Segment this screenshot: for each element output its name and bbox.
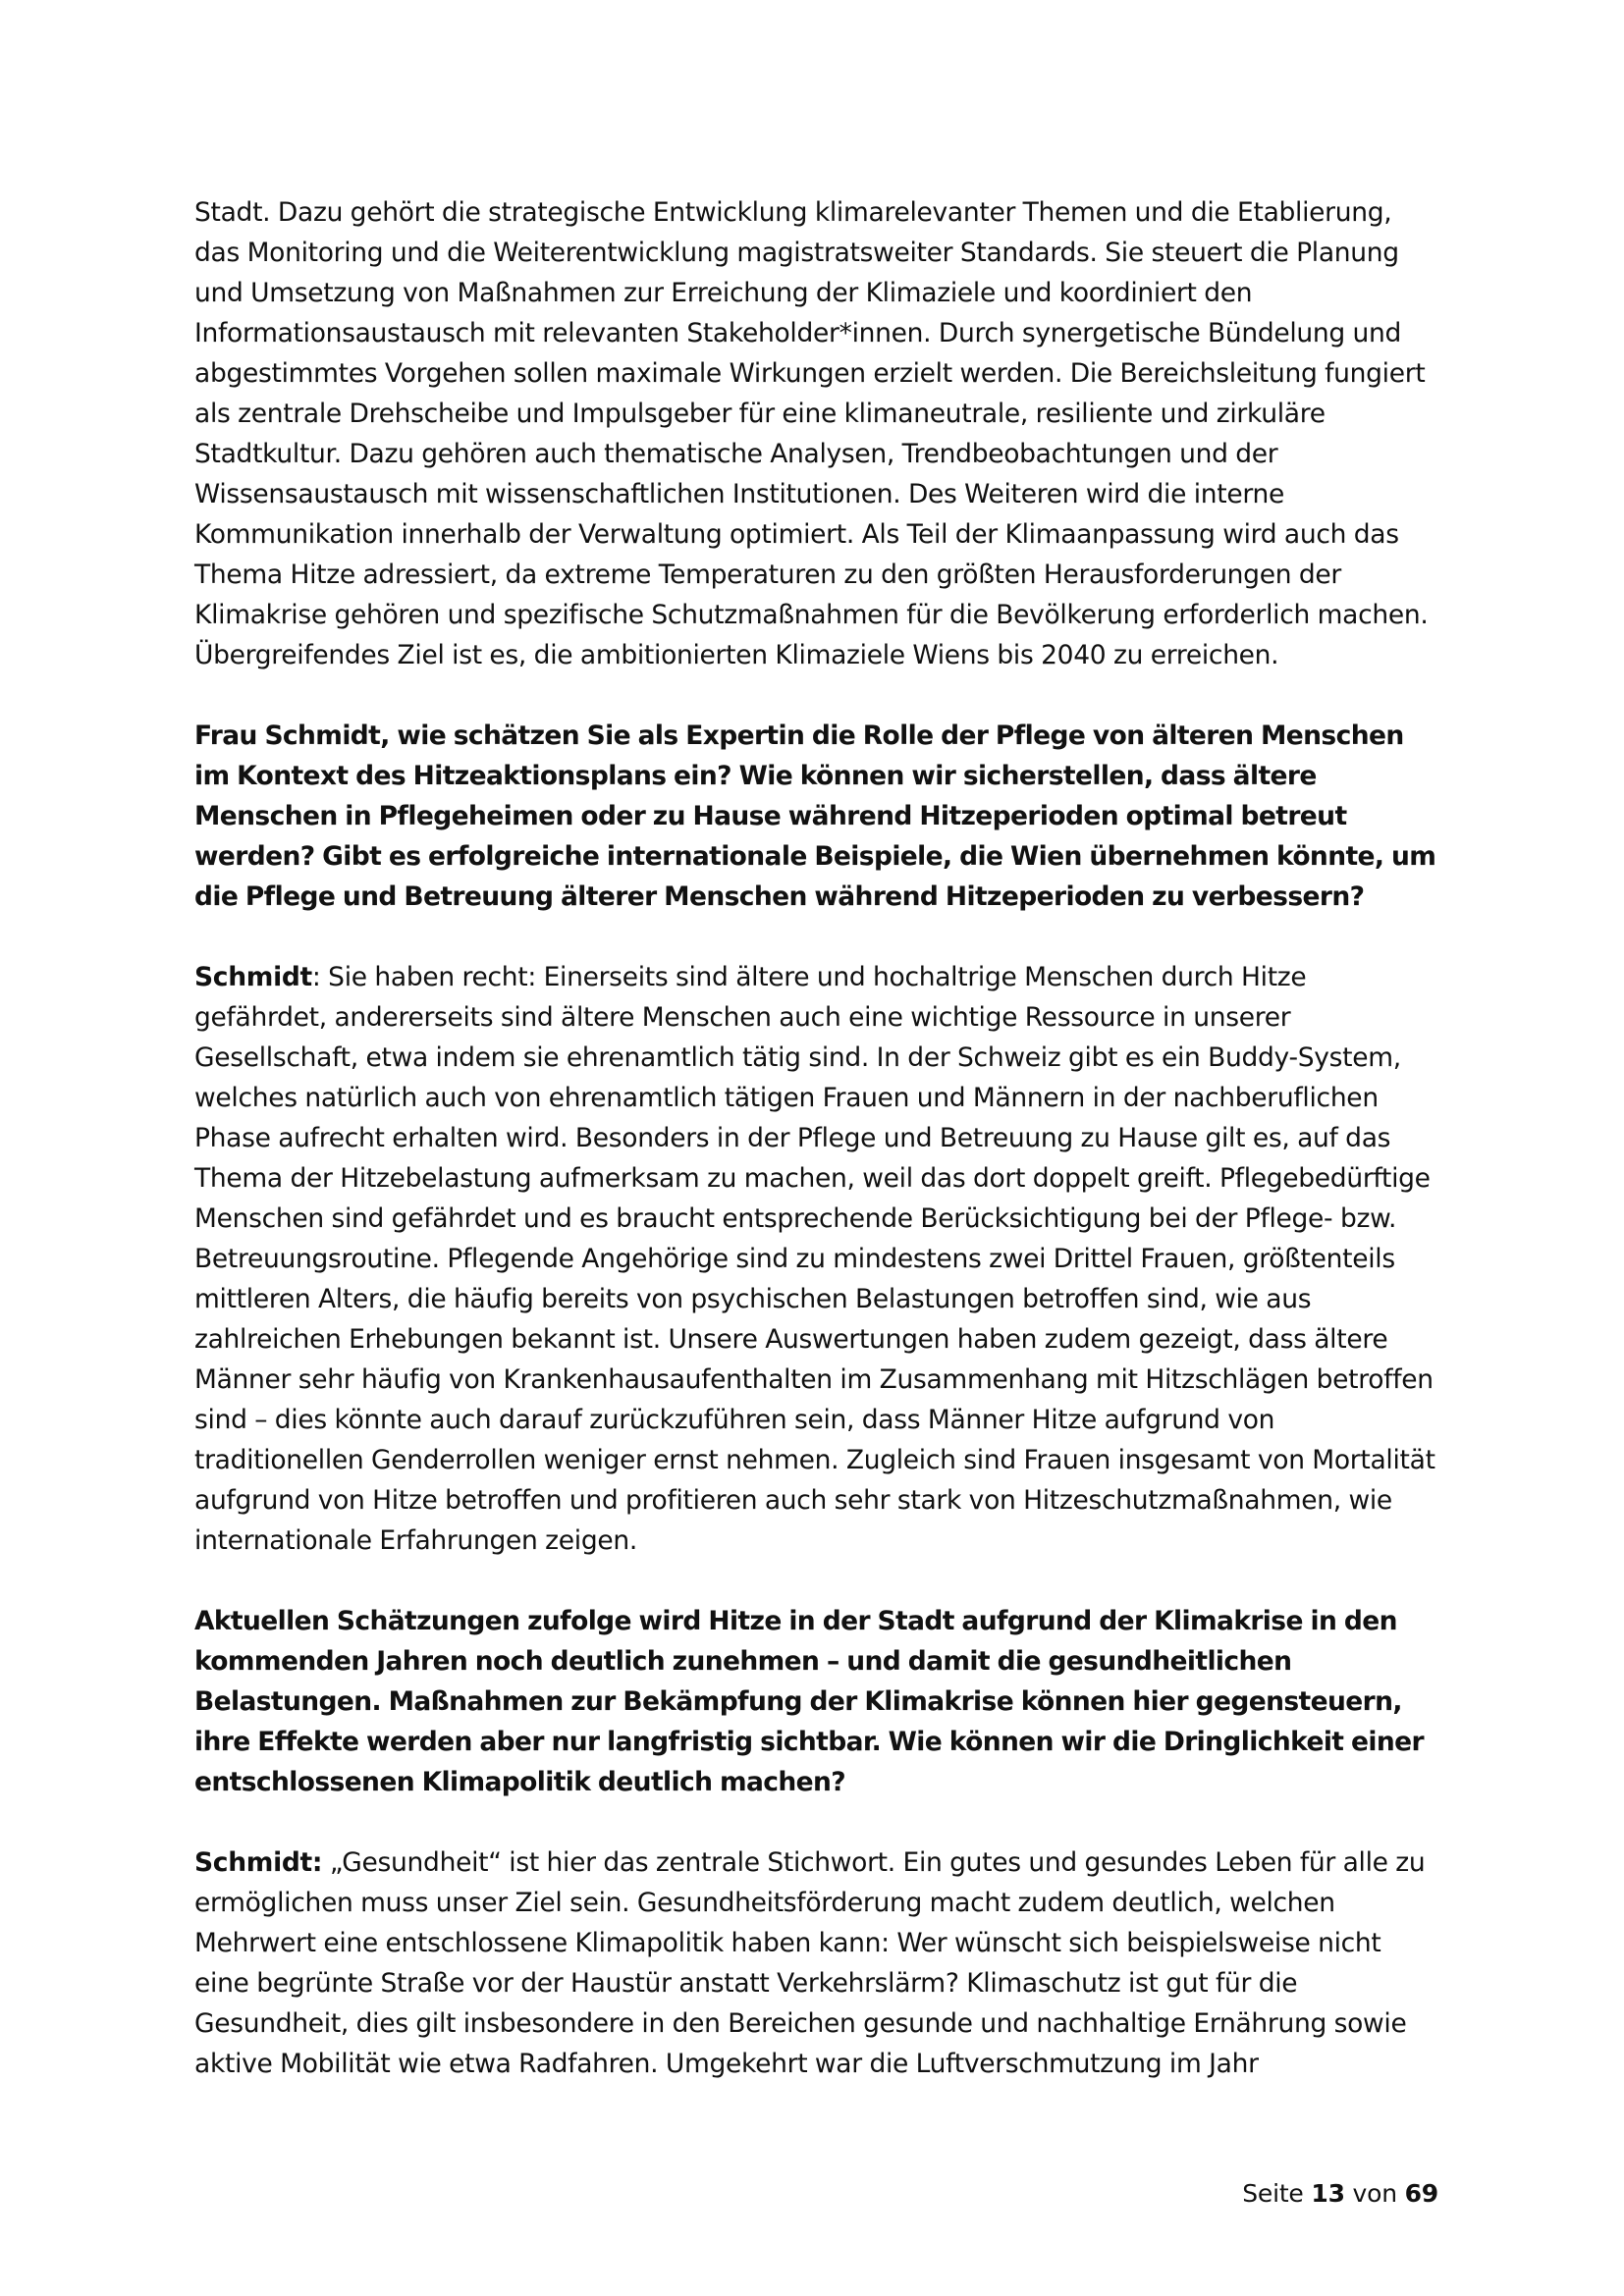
answer-paragraph-continued [194,192,1439,675]
speaker-name: Schmidt: [194,1847,323,1878]
answer-text: Sie haben recht: Einerseits sind ältere und hochaltrige Menschen durch Hitze gefährdet, andererseits sind ältere Menschen auch eine wichtige Ressource in unserer Gesellschaft, etwa indem sie ehrenamtlich tätig sind. In der Schweiz gibt es ein Buddy-System, welches natürlich auch von ehrenamtlich tätigen Frauen und Männern in der nachberuflichen Phase aufrecht erhalten wird. Besonders in der Pflege und Betreuung zu Hause gilt es, auf das Thema der Hitzebelastung aufmerksam zu machen, weil das dort doppelt greift. Pflegebedürftige Menschen sind gefährdet und es braucht entsprechende Berücksichtigung bei der Pflege- bzw. Betreuungsroutine. Pflegende Angehörige sind zu mindestens zwei Drittel Frauen, größtenteils mittleren Alters, die häufig bereits von psychischen Belastungen betroffen sind, wie aus zahlreichen Erhebungen bekannt ist. Unsere Auswertungen haben zudem gezeigt, dass ältere Männer sehr häufig von Krankenhausaufenthalten im Zusammenhang mit Hitzschlägen betroffen sind – dies könnte auch darauf zurückzuführen sein, dass Männer Hitze aufgrund von traditionellen Genderrollen weniger ernst nehmen. Zugleich sind Frauen insgesamt von Mortalität aufgrund von Hitze betroffen und profitieren auch sehr stark von Hitzeschutzmaßnahmen, wie internationale Erfahrungen zeigen. [194,962,1435,1556]
speaker-name: Schmidt [194,962,312,992]
speaker-separator [322,1847,330,1878]
question-text: Aktuellen Schätzungen zufolge wird Hitze in der Stadt aufgrund der Klimakrise in den kommenden Jahren noch deutlich zunehmen – und damit die gesundheitlichen Belastungen. Maßnahmen zur Bekämpfung der Klimakrise können hier gegensteuern, ihre Effekte werden aber nur langfristig sichtbar. Wie können wir die Dringlichkeit einer entschlossenen Klimapolitik deutlich machen? [194,1606,1424,1797]
paragraph-text: Stadt. Dazu gehört die strategische Entwicklung klimarelevanter Themen und die Etablierung, das Monitoring und die Weiterentwicklung magistratsweiter Standards. Sie steuert die Planung und Umsetzung von Maßnahmen zur Erreichung der Klimaziele und koordiniert den Informationsaustausch mit relevanten Stakeholder*innen. Durch synergetische Bündelung und abgestimmtes Vorgehen sollen maximale Wirkungen erzielt werden. Die Bereichsleitung fungiert als zentrale Drehscheibe und Impulsgeber für eine klimaneutrale, resiliente und zirkuläre Stadtkultur. Dazu gehören auch thematische Analysen, Trendbeobachtungen und der Wissensaustausch mit wissenschaftlichen Institutionen. Des Weiteren wird die interne Kommunikation innerhalb der Verwaltung optimiert. Als Teil der Klimaanpassung wird auch das Thema Hitze adressiert, da extreme Temperaturen zu den größten Herausforderungen der Klimakrise gehören und spezifische Schutzmaßnahmen für die Bevölkerung erforderlich machen. Übergreifendes Ziel ist es, die ambitionierten Klimaziele Wiens bis 2040 zu erreichen. [194,197,1429,670]
page-label: Seite [1242,2179,1304,2208]
interview-answer [194,1842,1439,2084]
interview-question [194,1601,1439,1802]
interview-answer [194,957,1439,1561]
page-number-footer [1242,2177,1438,2211]
interview-question [194,716,1439,917]
page-body [194,192,1439,2124]
question-text: Frau Schmidt, wie schätzen Sie als Expertin die Rolle der Pflege von älteren Menschen im Kontext des Hitzeaktionsplans ein? Wie können wir sicherstellen, dass ältere Menschen in Pflegeheimen oder zu Hause während Hitzeperioden optimal betreut werden? Gibt es erfolgreiche internationale Beispiele, die Wien übernehmen könnte, um die Pflege und Betreuung älterer Menschen während Hitzeperioden zu verbessern? [194,721,1436,912]
speaker-separator: : [311,962,329,992]
page-of-label: von [1352,2179,1397,2208]
answer-text: „Gesundheit“ ist hier das zentrale Stichwort. Ein gutes und gesundes Leben für alle zu ermöglichen muss unser Ziel sein. Gesundheitsförderung macht zudem deutlich, welchen Mehrwert eine entschlossene Klimapolitik haben kann: Wer wünscht sich beispielsweise nicht eine begrünte Straße vor der Haustür anstatt Verkehrslärm? Klimaschutz ist gut für die Gesundheit, dies gilt insbesondere in den Bereichen gesunde und nachhaltige Ernährung sowie aktive Mobilität wie etwa Radfahren. Umgekehrt war die Luftverschmutzung im Jahr [194,1847,1426,2079]
total-pages-number: 69 [1404,2179,1438,2208]
current-page-number: 13 [1311,2179,1345,2208]
